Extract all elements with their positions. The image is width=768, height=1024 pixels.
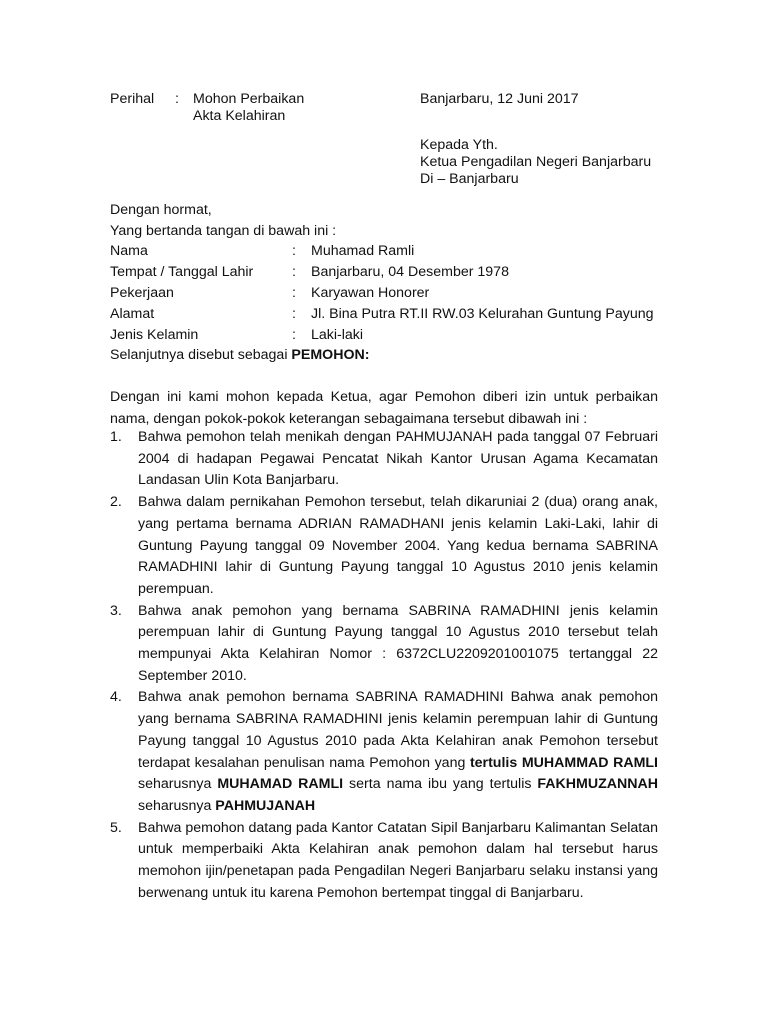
item-number: 5. (110, 819, 122, 836)
identity-label: Jenis Kelamin (110, 327, 199, 343)
item-text: Bahwa pemohon telah menikah dengan PAHMUJANAH pada tanggal 07 Februari 2004 di hadapan Pegawai Pencatat Nikah Kantor Urusan Agama Kecamatan Landasan Ulin Kota Banjarbaru. (138, 429, 658, 489)
recipient-line: Kepada Yth. (420, 137, 498, 153)
perihal-subject (193, 91, 304, 125)
bold-correct-mother-name: PAHMUJANAH (215, 797, 316, 814)
points-list (110, 427, 658, 904)
identity-row-pekerjaan (110, 283, 670, 304)
identity-colon: : (292, 306, 296, 322)
item-number: 2. (110, 494, 122, 511)
list-item (110, 818, 658, 905)
recipient-line: Di – Banjarbaru (420, 171, 519, 187)
request-paragraph: Dengan ini kami mohon kepada Ketua, agar Pemohon diberi izin untuk perbaikan nama, dengan pokok-pokok keterangan sebagaimana tersebut dibawah ini : (110, 389, 658, 427)
bold-wrong-mother-name: FAKHMUZANNAH (537, 776, 659, 793)
identity-row-nama (110, 241, 670, 262)
list-item (110, 427, 658, 492)
pemohon-text: Selanjutnya disebut sebagai (110, 347, 292, 363)
intro-line: Yang bertanda tangan di bawah ini : (110, 223, 337, 239)
list-item (110, 492, 658, 601)
bold-wrong-name: tertulis MUHAMMAD RAMLI (469, 754, 658, 771)
identity-colon: : (292, 243, 296, 259)
item-text: Bahwa anak pemohon yang bernama SABRINA RAMADHINI jenis kelamin perempuan lahir di Guntung Payung tanggal 10 Agustus 2010 tersebut telah mempunyai Akta Kelahiran Nomor : 6372CLU2209201001075 tertanggal 22 September 2010. (138, 602, 658, 684)
pemohon-line (110, 347, 369, 363)
item-number: 1. (110, 429, 122, 445)
identity-label: Tempat / Tanggal Lahir (110, 264, 254, 280)
item-text: seharusnya (138, 797, 216, 814)
identity-colon: : (292, 264, 296, 280)
item-text: Bahwa dalam pernikahan Pemohon tersebut, telah dikaruniai 2 (dua) orang anak, yang pertama bernama ADRIAN RAMADHANI jenis kelamin Laki-Laki, lahir di Guntung Payung tanggal 09 November 2004. Yang kedua bernama SABRINA RAMADHINI lahir di Guntung Payung tanggal 10 Agustus 2010 jenis kelamin perempuan. (138, 494, 658, 597)
perihal-label: Perihal (110, 91, 155, 107)
identity-colon: : (292, 285, 296, 301)
item-text: seharusnya (138, 776, 218, 793)
identity-row-alamat (110, 304, 670, 325)
identity-value: Laki-laki (311, 327, 364, 343)
greeting: Dengan hormat, (110, 202, 212, 218)
subject-line: Mohon Perbaikan (193, 91, 305, 107)
place-date: Banjarbaru, 12 Juni 2017 (420, 91, 579, 107)
item-text: Bahwa anak pemohon bernama SABRINA RAMADHINI Bahwa anak pemohon yang bernama SABRINA RAMADHINI jenis kelamin perempuan lahir di Guntung Payung tanggal 10 Agustus 2010 pada Akta Kelahiran anak Pemohon tersebut terdapat kesalahan penulisan nama Pemohon yang (138, 689, 658, 771)
identity-row-ttl (110, 262, 670, 283)
list-item (110, 687, 658, 817)
subject-line: Akta Kelahiran (193, 108, 286, 124)
perihal-colon: : (175, 91, 179, 107)
identity-value: Jl. Bina Putra RT.II RW.03 Kelurahan Guntung Payung (311, 306, 654, 322)
pemohon-bold: PEMOHON: (291, 347, 370, 363)
recipient-line: Ketua Pengadilan Negeri Banjarbaru (420, 154, 652, 170)
identity-label: Nama (110, 243, 148, 259)
item-number: 4. (110, 689, 122, 706)
item-text: serta nama ibu yang tertulis (343, 776, 538, 793)
identity-label: Alamat (110, 306, 155, 322)
identity-row-jenis-kelamin (110, 325, 670, 346)
identity-label: Pekerjaan (110, 285, 174, 301)
list-item (110, 601, 658, 688)
identity-value: Muhamad Ramli (311, 243, 415, 259)
item-text: Bahwa pemohon datang pada Kantor Catatan Sipil Banjarbaru Kalimantan Selatan untuk memperbaiki Akta Kelahiran anak pemohon dalam hal tersebut harus memohon ijin/penetapan pada Pengadilan Negeri Banjarbaru selaku instansi yang berwenang untuk itu karena Pemohon bertempat tinggal di Banjarbaru. (138, 819, 658, 901)
bold-correct-name: MUHAMAD RAMLI (217, 776, 344, 793)
identity-value: Karyawan Honorer (311, 285, 430, 301)
identity-value: Banjarbaru, 04 Desember 1978 (311, 264, 509, 280)
recipient-block (420, 137, 651, 188)
identity-colon: : (292, 327, 296, 343)
item-number: 3. (110, 602, 122, 619)
